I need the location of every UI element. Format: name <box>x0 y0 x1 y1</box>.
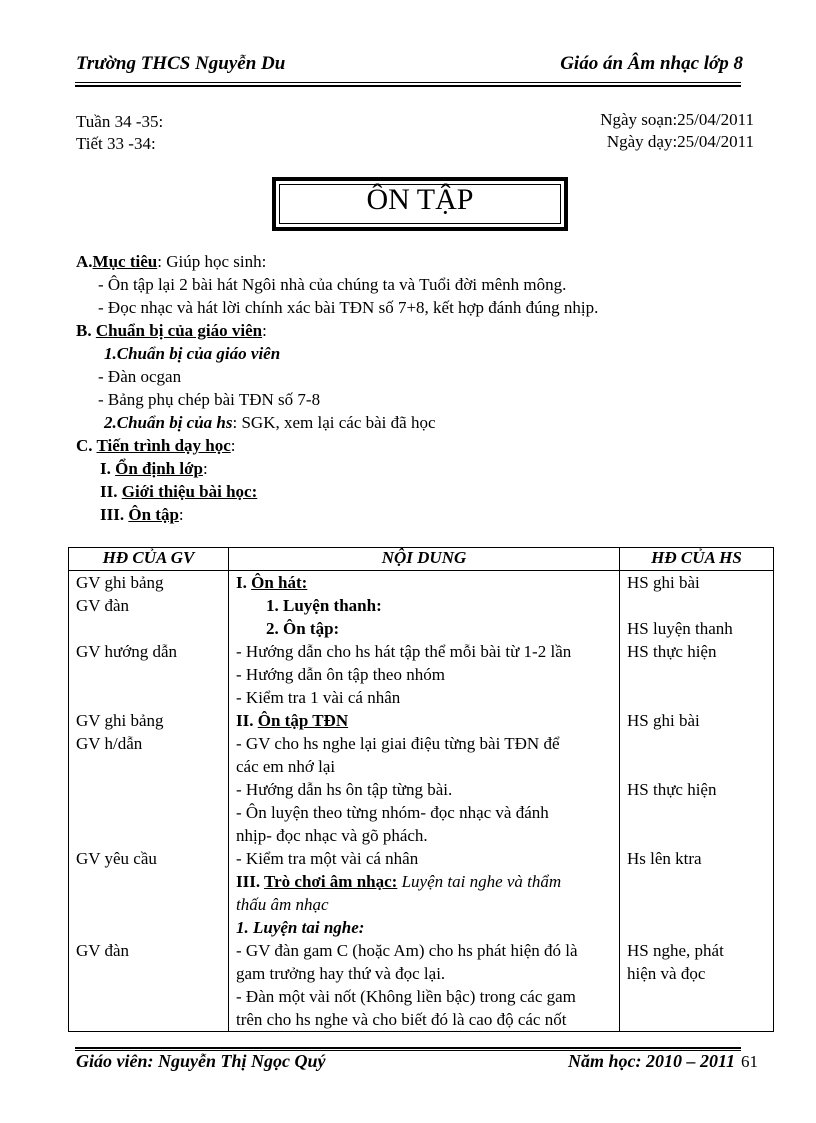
gv-line <box>76 755 228 778</box>
section-b1-item-2: - Bảng phụ chép bài TĐN số 7-8 <box>98 390 321 409</box>
content-heading: Ôn hát: <box>251 573 308 592</box>
content-line: - Kiểm tra một vài cá nhân <box>236 849 419 868</box>
content-line: - Ôn luyện theo từng nhóm- đọc nhạc và đánh <box>236 803 549 822</box>
hs-line <box>627 870 773 893</box>
section-a-item-2: - Đọc nhạc và hát lời chính xác bài TĐN số 7+8, kết hợp đánh đúng nhịp. <box>98 298 599 317</box>
hs-line: HS luyện thanh <box>627 619 733 638</box>
title-box <box>272 177 568 231</box>
section-a-rest: : Giúp học sinh: <box>157 252 267 271</box>
gv-line <box>76 1008 228 1031</box>
gv-line: GV ghi bảng <box>76 573 164 592</box>
content-line <box>236 571 619 594</box>
section-b2 <box>104 413 436 433</box>
header-rule-thin <box>75 82 741 83</box>
header-teacher-activity: HĐ CỦA GV <box>69 548 229 571</box>
content-line: gam trưởng hay thứ và đọc lại. <box>236 964 446 983</box>
content-line: - GV cho hs nghe lại giai điệu từng bài TĐN để <box>236 734 560 753</box>
content-subheading: 2. Ôn tập: <box>266 619 340 638</box>
content-heading: Trò chơi âm nhạc: <box>264 872 398 891</box>
gv-line <box>76 663 228 686</box>
gv-line: GV đàn <box>76 596 130 615</box>
content-line: - Hướng dẫn hs ôn tập từng bài. <box>236 780 453 799</box>
content-line: trên cho hs nghe và cho biết đó là cao độ các nốt <box>236 1010 567 1029</box>
content-heading: Ôn tập TĐN <box>257 711 349 730</box>
section-b-colon: : <box>262 321 267 340</box>
content-prefix: I. <box>236 573 252 592</box>
footer-year: Năm học: 2010 – 2011 <box>567 1051 735 1071</box>
gv-line: GV yêu cầu <box>76 849 157 868</box>
lesson-label: Tiết 33 -34: <box>76 134 156 153</box>
section-c1 <box>100 459 208 479</box>
section-b2-rest: : SGK, xem lại các bài đã học <box>232 413 436 432</box>
hs-line <box>627 916 773 939</box>
header-rule-thick <box>75 85 741 87</box>
hs-line <box>627 1008 773 1031</box>
content-prefix: III. <box>236 872 265 891</box>
lesson-plan-table <box>68 547 774 1032</box>
table-header-row <box>69 548 774 571</box>
content-line: các em nhớ lại <box>236 757 336 776</box>
content-line: - Đàn một vài nốt (Không liền bậc) trong các gam <box>236 987 576 1006</box>
hs-line <box>627 732 773 755</box>
table-row <box>69 571 774 1032</box>
gv-line <box>76 985 228 1008</box>
gv-line: GV h/dẫn <box>76 734 143 753</box>
section-c3-colon: : <box>178 505 184 524</box>
section-c3 <box>100 505 184 525</box>
section-c3-heading: Ôn tập <box>128 505 179 524</box>
section-c-heading: Tiến trình dạy học <box>96 436 231 455</box>
week-label: Tuần 34 -35: <box>76 112 164 131</box>
section-c3-prefix: III. <box>100 505 129 524</box>
gv-line: GV đàn <box>76 941 130 960</box>
gv-line <box>76 916 228 939</box>
hs-line: hiện và đọc <box>627 964 706 983</box>
section-c1-colon: : <box>202 459 208 478</box>
gv-line <box>76 801 228 824</box>
hs-line: HS ghi bài <box>627 711 700 730</box>
hs-line: HS ghi bài <box>627 573 700 592</box>
section-c-colon: : <box>230 436 236 455</box>
gv-line <box>76 778 228 801</box>
page-number: 61 <box>741 1052 758 1071</box>
header-student-activity: HĐ CỦA HS <box>620 548 774 571</box>
teach-date: Ngày dạy:25/04/2011 <box>606 132 754 151</box>
footer-teacher: Giáo viên: Nguyễn Thị Ngọc Quý <box>76 1051 326 1071</box>
hs-line <box>627 824 773 847</box>
gv-line <box>76 686 228 709</box>
hs-line <box>627 985 773 1008</box>
hs-line: HS thực hiện <box>627 642 717 661</box>
section-c1-prefix: I. <box>100 459 116 478</box>
content-line: - Hướng dẫn ôn tập theo nhóm <box>236 665 445 684</box>
section-a-prefix: A. <box>76 252 93 271</box>
page-title: ÔN TẬP <box>366 183 474 216</box>
section-c <box>76 436 236 456</box>
hs-line: HS thực hiện <box>627 780 717 799</box>
section-b2-label: 2.Chuẩn bị của hs <box>104 413 233 432</box>
section-a-item-1: - Ôn tập lại 2 bài hát Ngôi nhà của chúng ta và Tuổi đời mênh mông. <box>98 275 567 294</box>
teacher-activity-cell <box>69 571 229 1032</box>
section-b-heading: Chuẩn bị của giáo viên <box>95 321 263 340</box>
content-line: - GV đàn gam C (hoặc Am) cho hs phát hiện đó là <box>236 941 578 960</box>
gv-line <box>76 962 228 985</box>
content-line <box>236 870 619 893</box>
gv-line: GV ghi bảng <box>76 711 164 730</box>
section-b <box>76 321 267 341</box>
footer-rule-thick <box>75 1047 741 1049</box>
prep-date: Ngày soạn:25/04/2011 <box>600 110 754 129</box>
gv-line <box>76 870 228 893</box>
content-subheading: 1. Luyện tai nghe: <box>236 918 365 937</box>
content-cell <box>229 571 620 1032</box>
section-c2 <box>100 482 257 502</box>
section-c2-heading: Giới thiệu bài học: <box>121 482 258 501</box>
section-b1-item-1: - Đàn ocgan <box>98 367 182 386</box>
header-subject: Giáo án Âm nhạc lớp 8 <box>560 53 743 74</box>
content-italic-line: thấu âm nhạc <box>236 895 329 914</box>
section-b-prefix: B. <box>76 321 96 340</box>
hs-line <box>627 663 773 686</box>
content-italic: Luyện tai nghe và thẩm <box>397 872 562 891</box>
section-c1-heading: Ổn định lớp <box>115 459 203 478</box>
section-c2-prefix: II. <box>100 482 122 501</box>
section-a <box>76 252 266 272</box>
student-activity-cell <box>620 571 774 1032</box>
hs-line <box>627 686 773 709</box>
gv-line <box>76 617 228 640</box>
gv-line: GV hướng dẫn <box>76 642 177 661</box>
content-line <box>236 709 619 732</box>
hs-line <box>627 594 773 617</box>
content-line: nhịp- đọc nhạc và gõ phách. <box>236 826 428 845</box>
content-line: - Hướng dẫn cho hs hát tập thể mỗi bài từ 1-2 lần <box>236 642 572 661</box>
section-b1-heading: 1.Chuẩn bị của giáo viên <box>104 344 281 363</box>
hs-line <box>627 755 773 778</box>
content-line: - Kiểm tra 1 vài cá nhân <box>236 688 401 707</box>
section-c-prefix: C. <box>76 436 97 455</box>
section-a-heading: Mục tiêu <box>92 252 158 271</box>
content-prefix: II. <box>236 711 258 730</box>
content-subheading: 1. Luyện thanh: <box>266 596 382 615</box>
hs-line: HS nghe, phát <box>627 941 724 960</box>
gv-line <box>76 893 228 916</box>
hs-line <box>627 893 773 916</box>
header-content: NỘI DUNG <box>229 548 620 571</box>
gv-line <box>76 824 228 847</box>
hs-line: Hs lên ktra <box>627 849 702 868</box>
hs-line <box>627 801 773 824</box>
header-school: Trường THCS Nguyễn Du <box>76 53 286 74</box>
